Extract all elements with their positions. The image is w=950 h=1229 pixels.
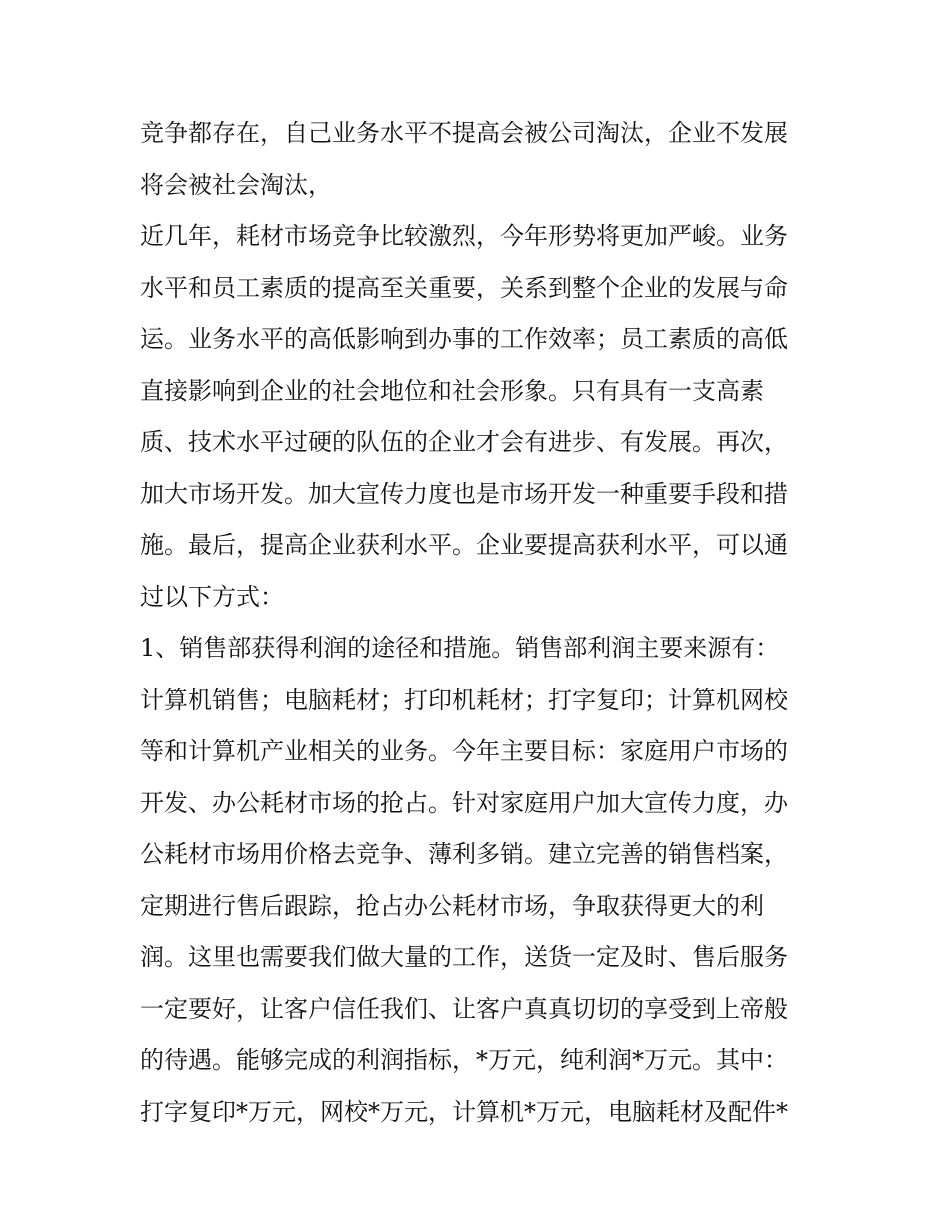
text-line: 公耗材市场用价格去竞争、薄利多销。建立完善的销售档案， — [140, 840, 788, 868]
body-text — [140, 108, 820, 1138]
text-line: 润。这里也需要我们做大量的工作，送货一定及时、售后服务 — [140, 943, 788, 971]
text-line: 加大市场开发。加大宣传力度也是市场开发一种重要手段和措 — [140, 479, 788, 508]
text-line: 打字复印*万元，网校*万元，计算机*万元，电脑耗材及配件* — [140, 1097, 788, 1126]
text-line: 开发、办公耗材市场的抢占。针对家庭用户加大宣传力度，办 — [140, 788, 788, 817]
text-line: 一定要好，让客户信任我们、让客户真真切切的享受到上帝般 — [140, 994, 788, 1023]
text-line: 直接影响到企业的社会地位和社会形象。只有具有一支高素 — [140, 376, 764, 405]
text-line: 运。业务水平的高低影响到办事的工作效率；员工素质的高低 — [140, 325, 788, 353]
text-line: 施。最后，提高企业获利水平。企业要提高获利水平，可以通 — [140, 531, 788, 559]
text-line: 质、技术水平过硬的队伍的企业才会有进步、有发展。再次， — [140, 428, 788, 456]
text-line: 定期进行售后跟踪，抢占办公耗材市场，争取获得更大的利 — [140, 891, 764, 920]
text-line: 的待遇。能够完成的利润指标，*万元，纯利润*万元。其中： — [140, 1046, 788, 1074]
text-line: 近几年，耗材市场竞争比较激烈，今年形势将更加严峻。业务 — [140, 222, 788, 250]
text-line: 等和计算机产业相关的业务。今年主要目标：家庭用户市场的 — [140, 737, 788, 765]
text-line: 将会被社会淘汰， — [140, 170, 332, 199]
text-line: 水平和员工素质的提高至关重要，关系到整个企业的发展与命 — [140, 273, 788, 302]
text-line: 1、销售部获得利润的途径和措施。销售部利润主要来源有： — [140, 634, 780, 662]
text-line: 计算机销售；电脑耗材；打印机耗材；打字复印；计算机网校 — [140, 685, 788, 714]
text-line: 过以下方式： — [140, 582, 284, 611]
text-line: 竞争都存在，自己业务水平不提高会被公司淘汰，企业不发展 — [140, 119, 788, 147]
